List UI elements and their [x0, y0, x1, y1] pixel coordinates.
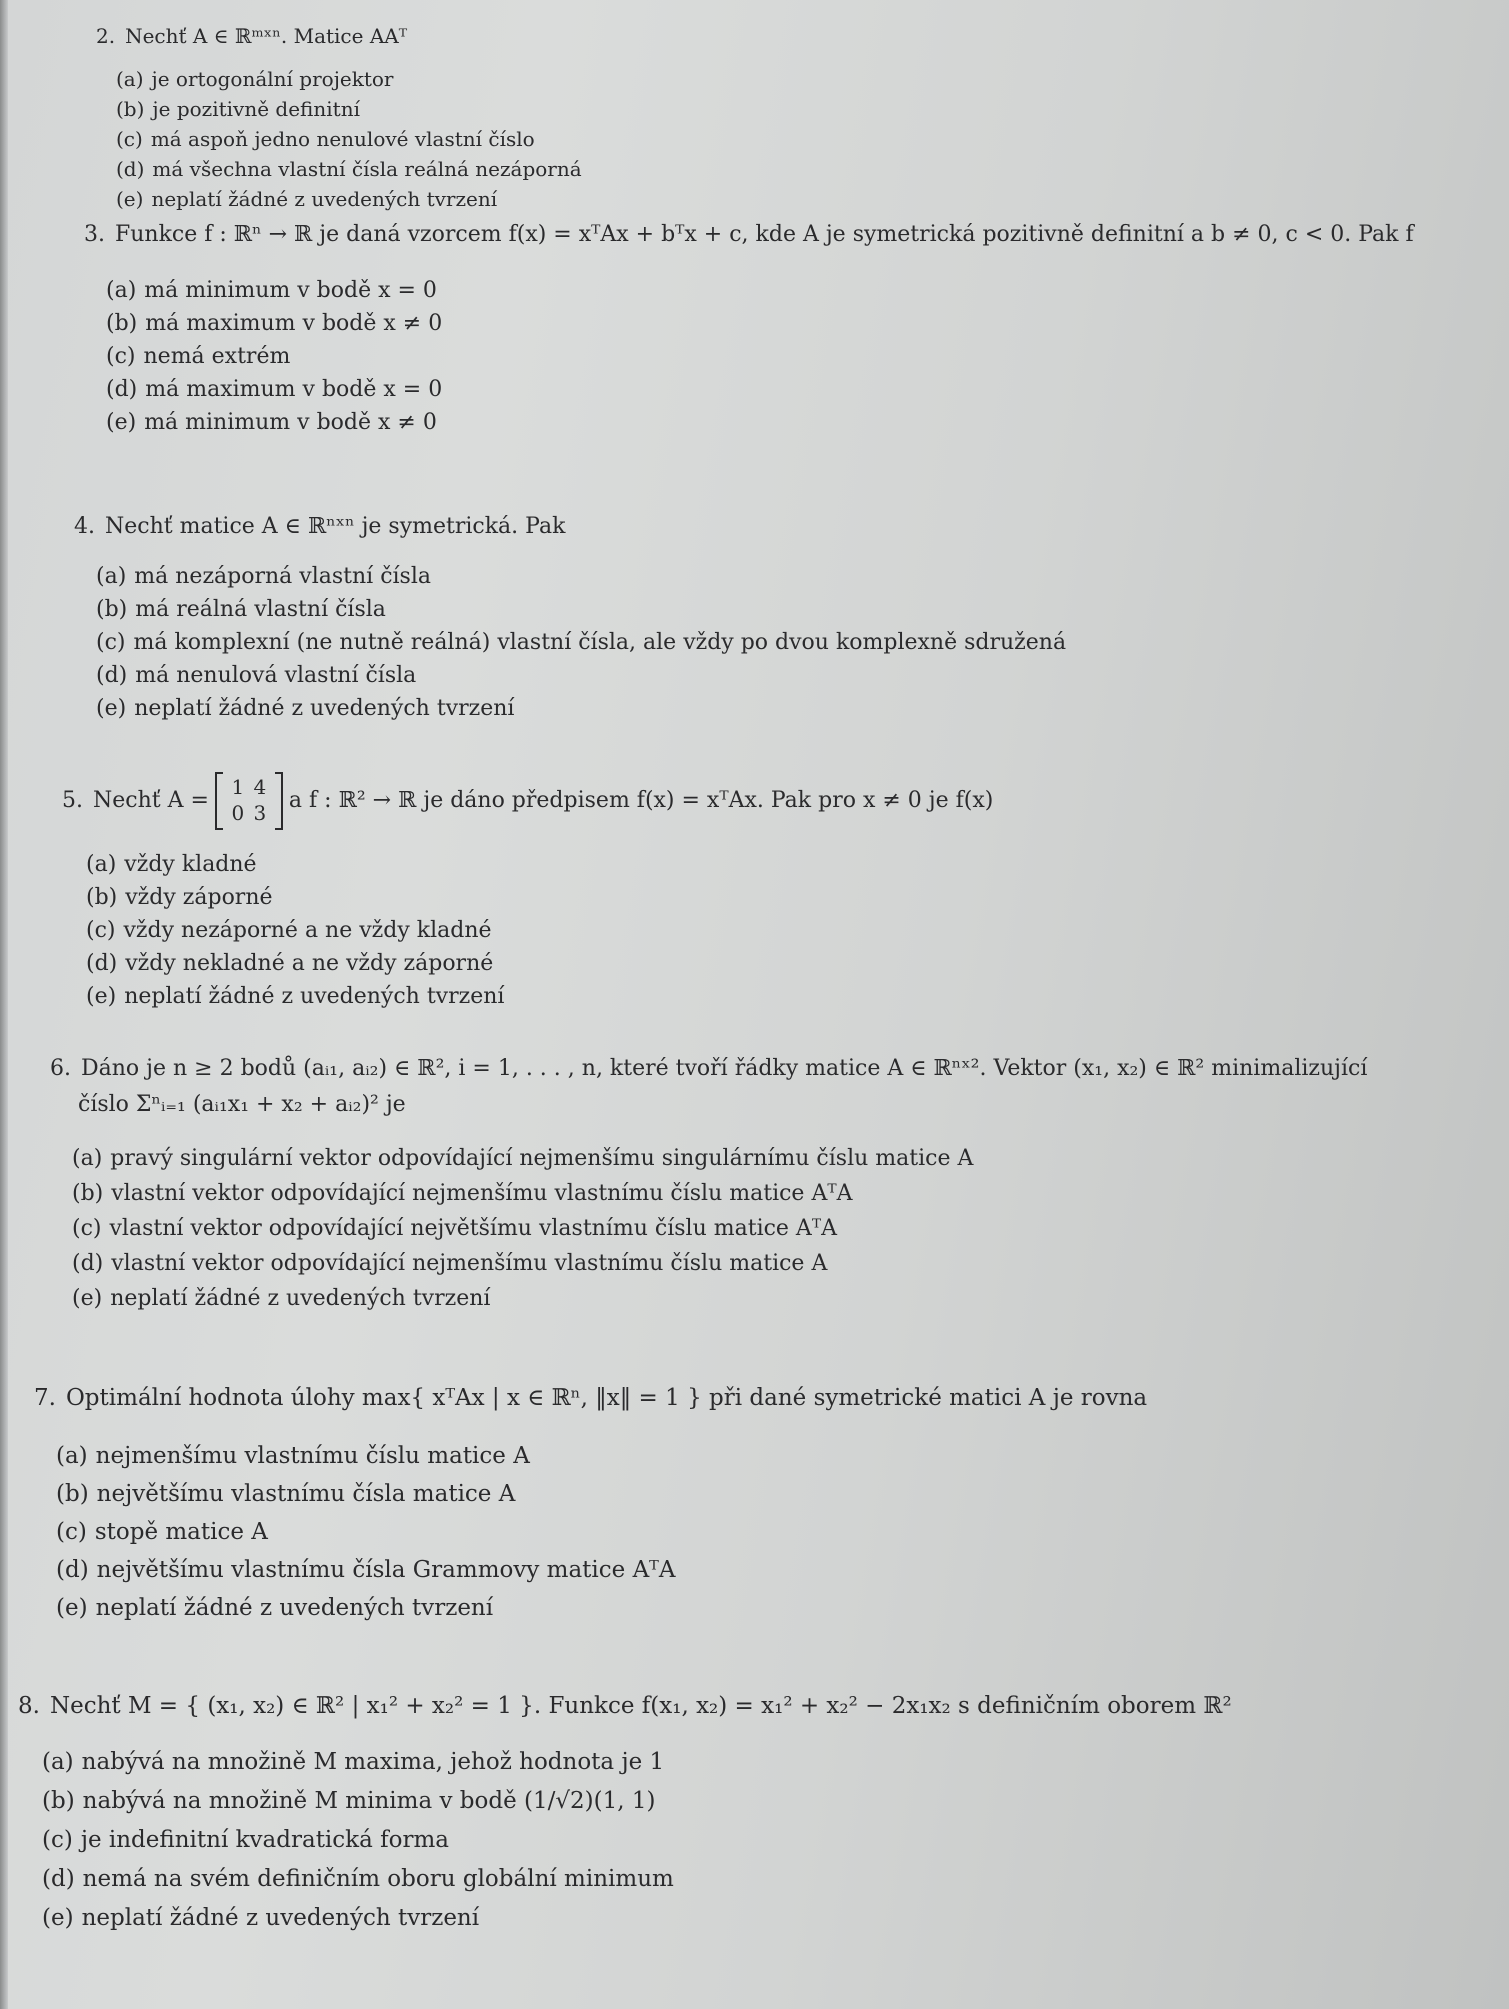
option-b: (b) má maximum v bodě x ≠ 0 [106, 311, 443, 337]
option-a: (a) nabývá na množině M maxima, jehož hodnota je 1 [42, 1748, 665, 1775]
option-c: (c) je indefinitní kvadratická forma [42, 1826, 450, 1853]
option-e: (e) neplatí žádné z uvedených tvrzení [56, 1594, 494, 1621]
options-list [72, 1141, 1367, 1316]
option-b: (b) je pozitivně definitní [116, 97, 360, 121]
options-list [42, 1743, 1232, 1938]
option-d: (d) nemá na svém definičním oboru globální minimum [42, 1865, 674, 1892]
question-stem [62, 772, 993, 830]
paper-edge-shadow [0, 0, 8, 2009]
option-d: (d) má nenulová vlastní čísla [96, 663, 417, 689]
option-e: (e) neplatí žádné z uvedených tvrzení [72, 1285, 491, 1311]
option-b: (b) největšímu vlastnímu čísla matice A [56, 1480, 516, 1507]
option-c: (c) nemá extrém [106, 344, 291, 370]
question-5 [62, 772, 993, 1013]
option-a: (a) má minimum v bodě x = 0 [106, 278, 437, 304]
option-b: (b) vždy záporné [86, 885, 273, 910]
matrix-cell: 3 [253, 801, 267, 825]
option-b: (b) vlastní vektor odpovídající nejmenšímu vlastnímu číslu matice AᵀA [72, 1180, 853, 1206]
matrix [215, 772, 283, 830]
question-text: Funkce f : ℝⁿ → ℝ je daná vzorcem f(x) = xᵀAx + bᵀx + c, kde A je symetrická pozitivně definitní a b ≠ 0, c < 0. Pak f [115, 222, 1414, 247]
question-text: Nechť M = { (x₁, x₂) ∈ ℝ² | x₁² + x₂² = 1 }. Funkce f(x₁, x₂) = x₁² + x₂² − 2x₁x₂ s definičním oborem ℝ² [49, 1693, 1232, 1719]
question-3 [84, 222, 1414, 439]
option-e: (e) neplatí žádné z uvedených tvrzení [86, 984, 505, 1009]
question-text: Nechť matice A ∈ ℝⁿˣⁿ je symetrická. Pak [105, 514, 566, 539]
question-7 [34, 1385, 1147, 1627]
option-b: (b) nabývá na množině M minima v bodě (1/√2)(1, 1) [42, 1787, 656, 1814]
option-d: (d) má všechna vlastní čísla reálná nezáporná [116, 157, 582, 181]
question-stem [18, 1693, 1232, 1721]
option-d: (d) má maximum v bodě x = 0 [106, 377, 443, 403]
option-c: (c) má komplexní (ne nutně reálná) vlastní čísla, ale vždy po dvou komplexně sdružená [96, 630, 1067, 656]
matrix-cell: 1 [231, 775, 245, 799]
option-c: (c) má aspoň jedno nenulové vlastní číslo [116, 127, 535, 151]
matrix-cells [223, 775, 275, 827]
question-2 [96, 24, 582, 214]
option-b: (b) má reálná vlastní čísla [96, 597, 386, 623]
question-text: Optimální hodnota úlohy max{ xᵀAx | x ∈ ℝⁿ, ‖x‖ = 1 } při dané symetrické matici A je rovna [65, 1385, 1148, 1411]
question-text-after: a f : ℝ² → ℝ je dáno předpisem f(x) = xᵀAx. Pak pro x ≠ 0 je f(x) [288, 787, 994, 813]
question-text: Nechť A ∈ ℝᵐˣⁿ. Matice AAᵀ [125, 24, 408, 48]
question-text: Dáno je n ≥ 2 bodů (aᵢ₁, aᵢ₂) ∈ ℝ², i = 1, . . . , n, které tvoří řádky matice A ∈ ℝⁿˣ². Vektor (x₁, x₂) ∈ ℝ² minimalizující [81, 1056, 1368, 1081]
question-stem [96, 24, 582, 48]
option-d: (d) vlastní vektor odpovídající nejmenšímu vlastnímu číslu matice A [72, 1250, 828, 1276]
question-number: 2. [96, 24, 116, 48]
question-stem [74, 514, 1066, 540]
question-stem [34, 1385, 1147, 1413]
option-c: (c) vždy nezáporné a ne vždy kladné [86, 918, 492, 943]
options-list [106, 274, 1414, 439]
option-e: (e) neplatí žádné z uvedených tvrzení [96, 696, 515, 722]
option-e: (e) neplatí žádné z uvedených tvrzení [116, 187, 498, 211]
option-e: (e) má minimum v bodě x ≠ 0 [106, 410, 437, 436]
matrix-right-bracket [275, 772, 283, 830]
option-a: (a) pravý singulární vektor odpovídající nejmenšímu singulárnímu číslu matice A [72, 1145, 974, 1171]
question-stem-continuation: číslo Σⁿᵢ₌₁ (aᵢ₁x₁ + x₂ + aᵢ₂)² je [78, 1092, 406, 1118]
question-number: 6. [50, 1056, 71, 1081]
option-c: (c) stopě matice A [56, 1518, 268, 1545]
matrix-cell: 4 [253, 775, 267, 799]
question-number: 8. [18, 1693, 40, 1719]
option-d: (d) vždy nekladné a ne vždy záporné [86, 951, 494, 976]
options-list [96, 560, 1066, 725]
question-number: 4. [74, 514, 95, 539]
option-a: (a) nejmenšímu vlastnímu číslu matice A [56, 1442, 530, 1469]
question-number: 7. [34, 1385, 56, 1411]
options-list [86, 848, 993, 1013]
question-6 [50, 1056, 1367, 1316]
matrix-cell: 0 [231, 801, 245, 825]
matrix-left-bracket [215, 772, 223, 830]
question-stem [84, 222, 1414, 248]
option-d: (d) největšímu vlastnímu čísla Grammovy matice AᵀA [56, 1556, 676, 1583]
option-e: (e) neplatí žádné z uvedených tvrzení [42, 1904, 480, 1931]
question-text-before: Nechť A = [93, 787, 209, 813]
question-8 [18, 1693, 1232, 1938]
option-c: (c) vlastní vektor odpovídající největšímu vlastnímu číslu matice AᵀA [72, 1215, 837, 1241]
option-a: (a) má nezáporná vlastní čísla [96, 564, 431, 590]
question-4 [74, 514, 1066, 725]
option-a: (a) je ortogonální projektor [116, 67, 394, 91]
question-number: 3. [84, 222, 105, 247]
options-list [116, 64, 582, 214]
options-list [56, 1437, 1147, 1627]
option-a: (a) vždy kladné [86, 852, 257, 877]
question-stem [50, 1056, 1367, 1082]
question-number: 5. [62, 787, 83, 813]
